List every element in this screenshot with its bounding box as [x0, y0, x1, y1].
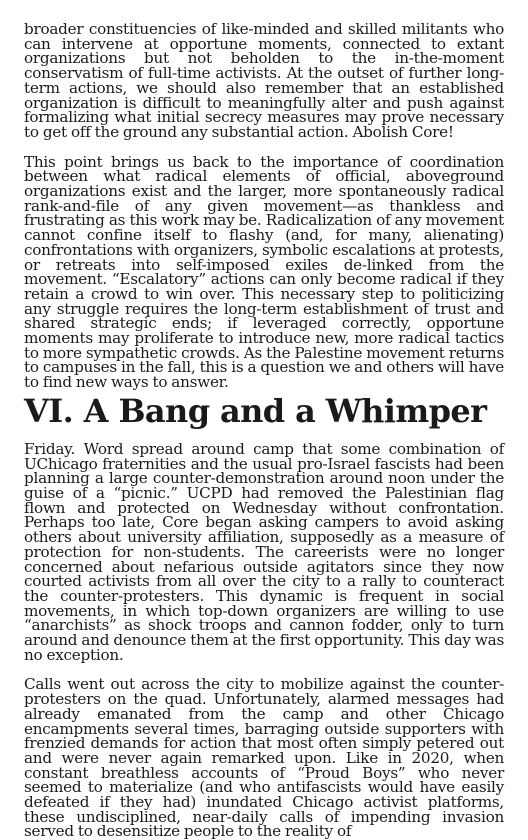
paragraph-coordination: This point brings us back to the importance of coordination between what radical elements of official, aboveground organizations exist and the larger, more spontaneously radical rank-and-file of any given movement—as thankless and frustrating as this work may be. Radicalization of any movement cannot confine itself to flashy (and, for many, alienating) confrontations with organizers, symbolic escalations at protests, or retreats into self-imposed exiles de-linked from the movement. “Escalatory” actions can only become radical if they retain a crowd to win over. This necessary step to politicizing any struggle requires the long-term establishment of trust and shared strategic ends; if leveraged correctly, opportune moments may proliferate to introduce new, more radical tactics to more sympathetic crowds. As the Palestine movement returns to campuses in the fall, this is a question we and others will have to find new ways to answer. [24, 152, 504, 392]
section-heading: VI. A Bang and a Whimper [24, 391, 487, 430]
paragraph-friday: Friday. Word spread around camp that some combination of UChicago fraternities and the usual pro-Israel fascists had been planning a large counter-demonstration around noon under the guise of a “picnic.” UCPD had removed the Palestinian flag flown and protected on Wednesday without confrontation. Perhaps too late, Core began asking campers to avoid asking others about university affiliation, supposedly as a measure of protection for non-students. The careerists were no longer concerned about nefarious outside agitators since they now courted activists from all over the city to a rally to counteract the counter-protesters. This dynamic is frequent in social movements, in which top-down organizers are willing to use “anarchists” as shock troops and cannon fodder, only to turn around and denounce them at the first opportunity. This day was no exception. [24, 439, 504, 664]
paragraph-calls: Calls went out across the city to mobilize against the counter-protesters on the quad. Unfortunately, alarmed messages had already emanated from the camp and other Chicago encampments several times, barraging outside supporters with frenzied demands for action that most often simply petered out and were never again remarked upon. Like in 2020, when constant breathless accounts of “Proud Boys” who never seemed to materialize (and who antifascists would have easily defeated if they had) inundated Chicago activist platforms, these undisciplined, near-daily calls of impending invasion served to desensitize people to the reality of [24, 675, 504, 840]
document-page [24, 22, 504, 839]
paragraph-outset: broader constituencies of like-minded and skilled militants who can intervene at opportune moments, connected to extant organizations but not beholden to the in-the-moment conservatism of full-time activists. At the outset of further long-term actions, we should also remember that an established organization is difficult to meaningfully alter and push against formalizing what initial secrecy measures may prove necessary to get off the ground any substantial action. Abolish Core! [24, 20, 504, 141]
